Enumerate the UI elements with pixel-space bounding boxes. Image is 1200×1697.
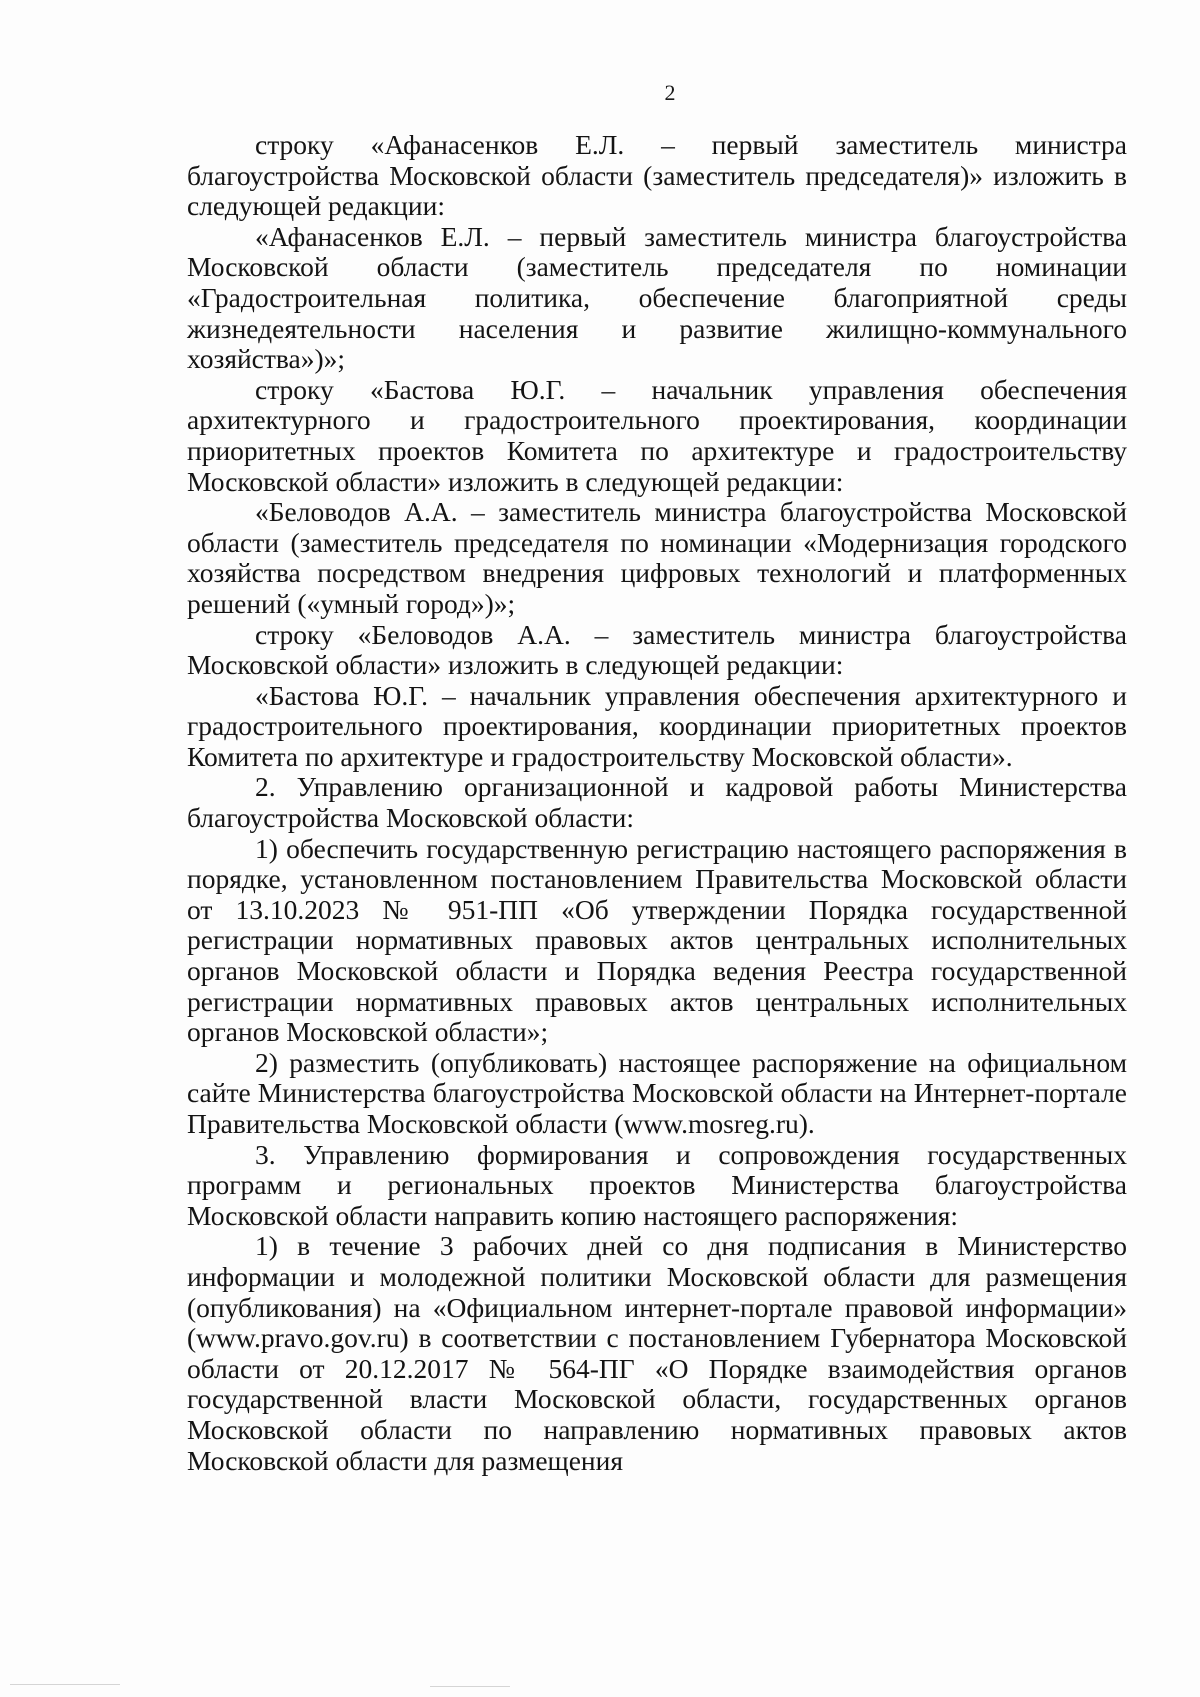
paragraph: строку «Беловодов А.А. – заместитель министра благоустройства Московской области» изложить в следующей редакции:	[187, 618, 1127, 681]
scan-artifact	[10, 1684, 120, 1685]
paragraph: 2) разместить (опубликовать) настоящее распоряжение на официальном сайте Министерства благоустройства Московской области на Интернет-портале Правительства Московской области (www.mosreg.ru).	[187, 1046, 1127, 1139]
paragraph: «Беловодов А.А. – заместитель министра благоустройства Московской области (заместитель председателя по номинации «Модернизация городского хозяйства посредством внедрения цифровых технологий и платформенных решений («умный город»)»;	[187, 496, 1127, 619]
paragraph: 1) обеспечить государственную регистрацию настоящего распоряжения в порядке, установленном постановлением Правительства Московской области от 13.10.2023 № 951-ПП «Об утверждении Порядка государственной регистрации нормативных правовых актов центральных исполнительных органов Московской области и Порядка ведения Реестра государственной регистрации нормативных правовых актов центральных исполнительных органов Московской области»;	[187, 832, 1127, 1048]
scan-artifact	[430, 1686, 510, 1687]
document-body	[187, 130, 1127, 1476]
paragraph: «Афанасенков Е.Л. – первый заместитель министра благоустройства Московской области (заместитель председателя по номинации «Градостроительная политика, обеспечение благоприятной среды жизнедеятельности населения и развитие жилищно-коммунального хозяйства»)»;	[187, 220, 1127, 375]
paragraph: «Бастова Ю.Г. – начальник управления обеспечения архитектурного и градостроительного проектирования, координации приоритетных проектов Комитета по архитектуре и градостроительству Московской области».	[187, 679, 1127, 772]
paragraph: строку «Афанасенков Е.Л. – первый заместитель министра благоустройства Московской области (заместитель председателя)» изложить в следующей редакции:	[187, 129, 1127, 222]
paragraph: 2. Управлению организационной и кадровой работы Министерства благоустройства Московской области:	[187, 771, 1127, 834]
paragraph: 1) в течение 3 рабочих дней со дня подписания в Министерство информации и молодежной политики Московской области для размещения (опубликования) на «Официальном интернет-портале правовой информации» (www.pravo.gov.ru) в соответствии с постановлением Губернатора Московской области от 20.12.2017 № 564-ПГ «О Порядке взаимодействия органов государственной власти Московской области, государственных органов Московской области по направлению нормативных правовых актов Московской области для размещения	[187, 1230, 1127, 1476]
page-number: 2	[664, 80, 676, 105]
paragraph: строку «Бастова Ю.Г. – начальник управления обеспечения архитектурного и градостроительного проектирования, координации приоритетных проектов Комитета по архитектуре и градостроительству Московской области» изложить в следующей редакции:	[187, 373, 1127, 497]
paragraph: 3. Управлению формирования и сопровождения государственных программ и региональных проектов Министерства благоустройства Московской области направить копию настоящего распоряжения:	[187, 1138, 1127, 1231]
